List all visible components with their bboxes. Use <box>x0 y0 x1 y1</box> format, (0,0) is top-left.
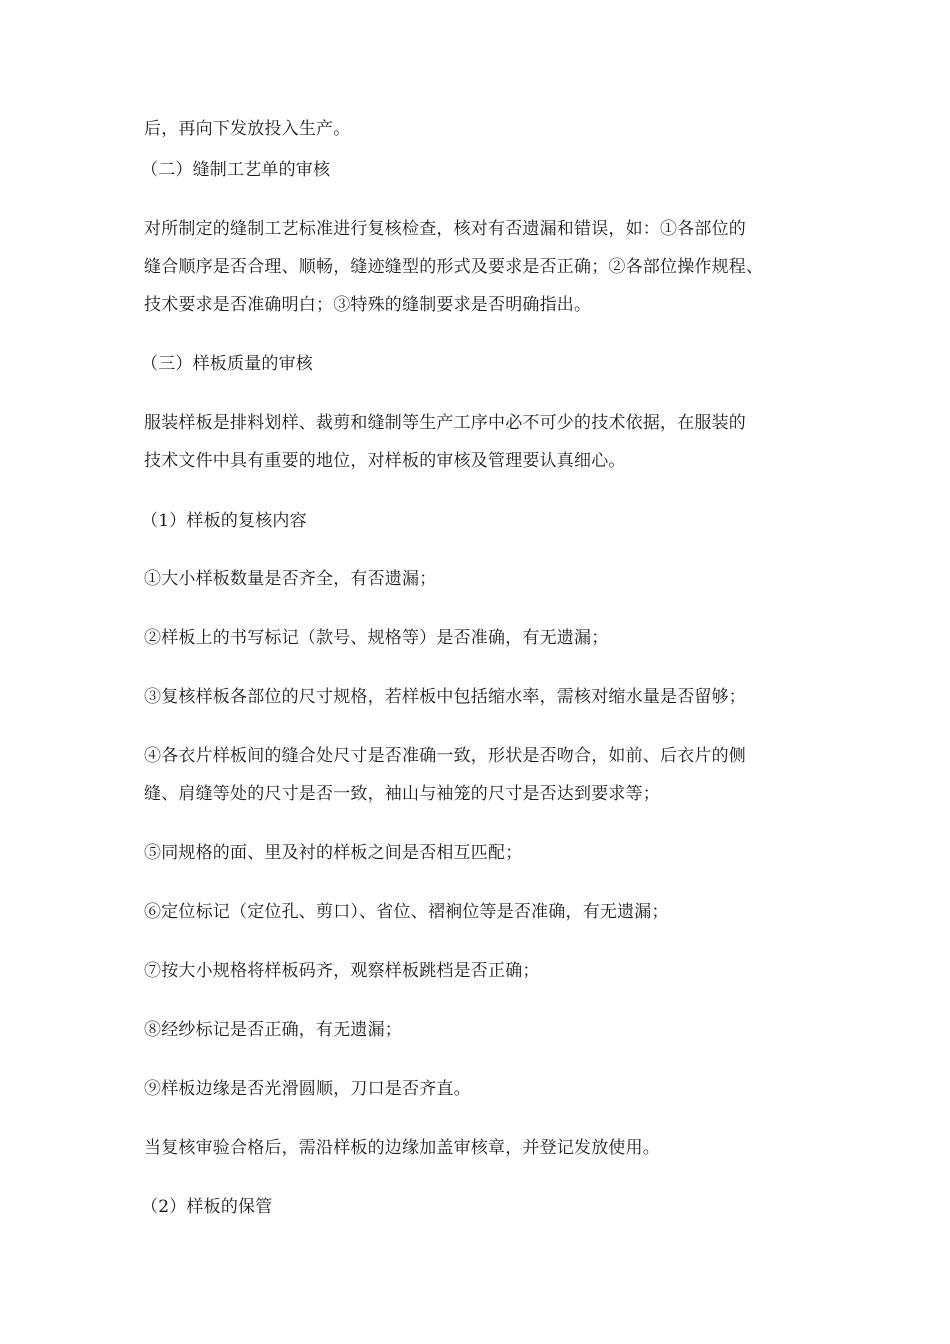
list-item-6: ⑥定位标记（定位孔、剪口）、省位、褶裥位等是否准确，有无遗漏； <box>144 902 669 922</box>
subsection-heading-2: （2）样板的保管 <box>141 1197 273 1217</box>
text-line-1: 后，再向下发放投入生产。 <box>144 119 351 139</box>
text-line-approval: 当复核审验合格后，需沿样板的边缘加盖审核章，并登记发放使用。 <box>144 1138 660 1158</box>
list-item-8: ⑧经纱标记是否正确，有无遗漏； <box>144 1020 402 1040</box>
text-line-5: 技术要求是否准确明白；③特殊的缝制要求是否明确指出。 <box>144 295 592 315</box>
section-heading-2: （二）缝制工艺单的审核 <box>141 160 331 180</box>
list-item-9: ⑨样板边缘是否光滑圆顺，刀口是否齐直。 <box>144 1079 471 1099</box>
text-line-3: 对所制定的缝制工艺标准进行复核检查，核对有否遗漏和错误，如：①各部位的 <box>144 219 746 239</box>
text-line-8: 技术文件中具有重要的地位，对样板的审核及管理要认真细心。 <box>144 451 626 471</box>
list-item-4-continued: 缝、肩缝等处的尺寸是否一致，袖山与袖笼的尺寸是否达到要求等； <box>144 784 660 804</box>
section-heading-3: （三）样板质量的审核 <box>141 354 313 374</box>
list-item-7: ⑦按大小规格将样板码齐，观察样板跳档是否正确； <box>144 961 540 981</box>
text-line-7: 服装样板是排料划样、裁剪和缝制等生产工序中必不可少的技术依据，在服装的 <box>144 413 746 433</box>
text-line-4: 缝合顺序是否合理、顺畅，缝迹缝型的形式及要求是否正确；②各部位操作规程、 <box>144 257 764 277</box>
list-item-5: ⑤同规格的面、里及衬的样板之间是否相互匹配； <box>144 843 523 863</box>
list-item-2: ②样板上的书写标记（款号、规格等）是否准确，有无遗漏； <box>144 628 609 648</box>
list-item-3: ③复核样板各部位的尺寸规格，若样板中包括缩水率，需核对缩水量是否留够； <box>144 687 746 707</box>
list-item-1: ①大小样板数量是否齐全，有否遗漏； <box>144 569 437 589</box>
subsection-heading-1: （1）样板的复核内容 <box>141 511 307 531</box>
list-item-4: ④各衣片样板间的缝合处尺寸是否准确一致，形状是否吻合，如前、后衣片的侧 <box>144 746 746 766</box>
